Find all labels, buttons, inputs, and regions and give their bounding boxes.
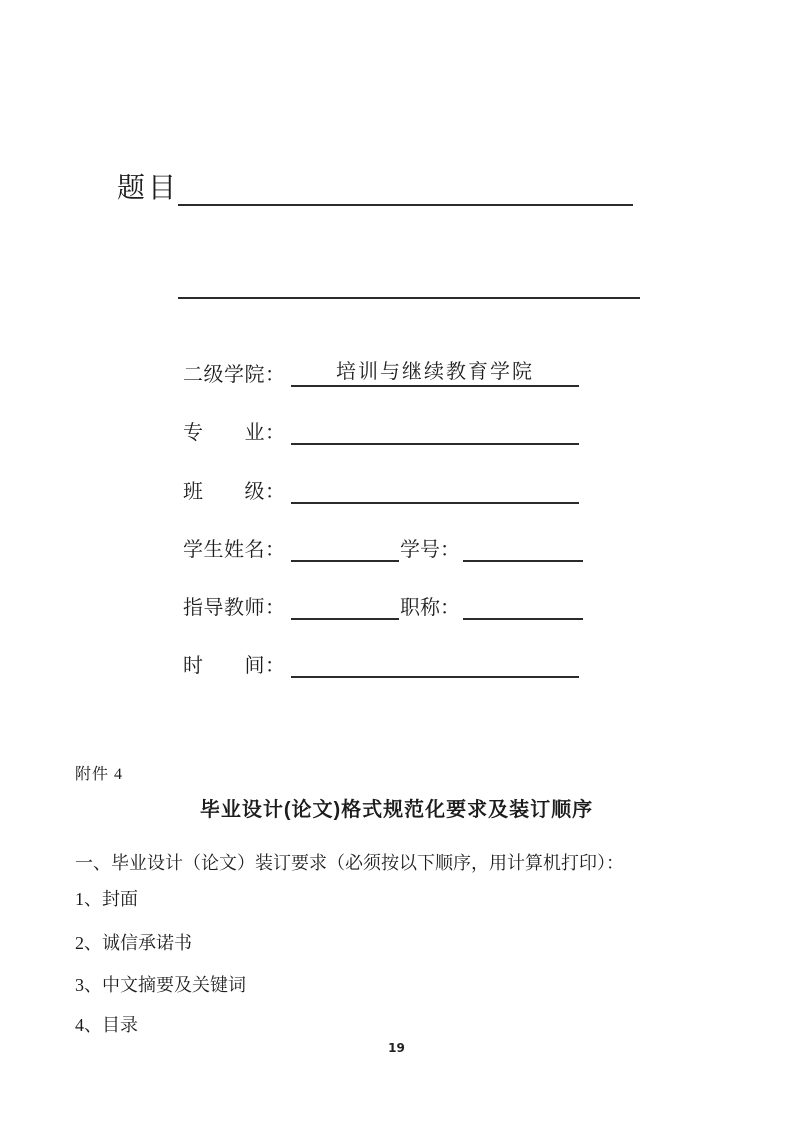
field-row-date [183,651,579,678]
advisor-blank-line [291,593,399,620]
advisor-title-label: 职称： [400,597,460,619]
field-row-advisor [183,593,583,620]
class-blank-line [291,477,579,504]
field-row-major [183,418,579,445]
binding-item-toc: 4、目录 [75,1015,138,1035]
advisor-label: 指导教师： [183,597,286,619]
binding-item-cover: 1、封面 [75,889,138,909]
student-name-blank-line [291,535,399,562]
student-name-label: 学生姓名： [183,539,286,561]
advisor-title-blank-line [463,593,583,620]
thesis-title-blank-line-1 [178,204,633,206]
date-blank-line [291,651,579,678]
thesis-title-blank-line-2 [178,297,640,299]
major-label: 专 业： [183,422,286,444]
binding-item-chinese-abstract: 3、中文摘要及关键词 [75,975,246,995]
binding-item-integrity-pledge: 2、诚信承诺书 [75,933,192,953]
college-blank-line [291,360,579,387]
attachment-tag: 附件 4 [75,766,124,783]
attachment-heading: 毕业设计(论文)格式规范化要求及装订顺序 [199,799,594,821]
major-blank-line [291,418,579,445]
field-row-college [183,360,579,387]
date-label: 时 间： [183,655,286,677]
field-row-student [183,535,583,562]
field-row-class [183,477,579,504]
student-id-label: 学号： [400,539,460,561]
student-id-blank-line [463,535,583,562]
page-number: 19 [388,1041,405,1055]
thesis-title-label: 题目 [117,173,180,204]
binding-requirements-intro: 一、毕业设计（论文）装订要求（必须按以下顺序，用计算机打印）： [75,853,624,873]
class-label: 班 级： [183,481,286,503]
college-value: 培训与继续教育学院 [336,361,534,383]
college-label: 二级学院： [183,364,286,386]
